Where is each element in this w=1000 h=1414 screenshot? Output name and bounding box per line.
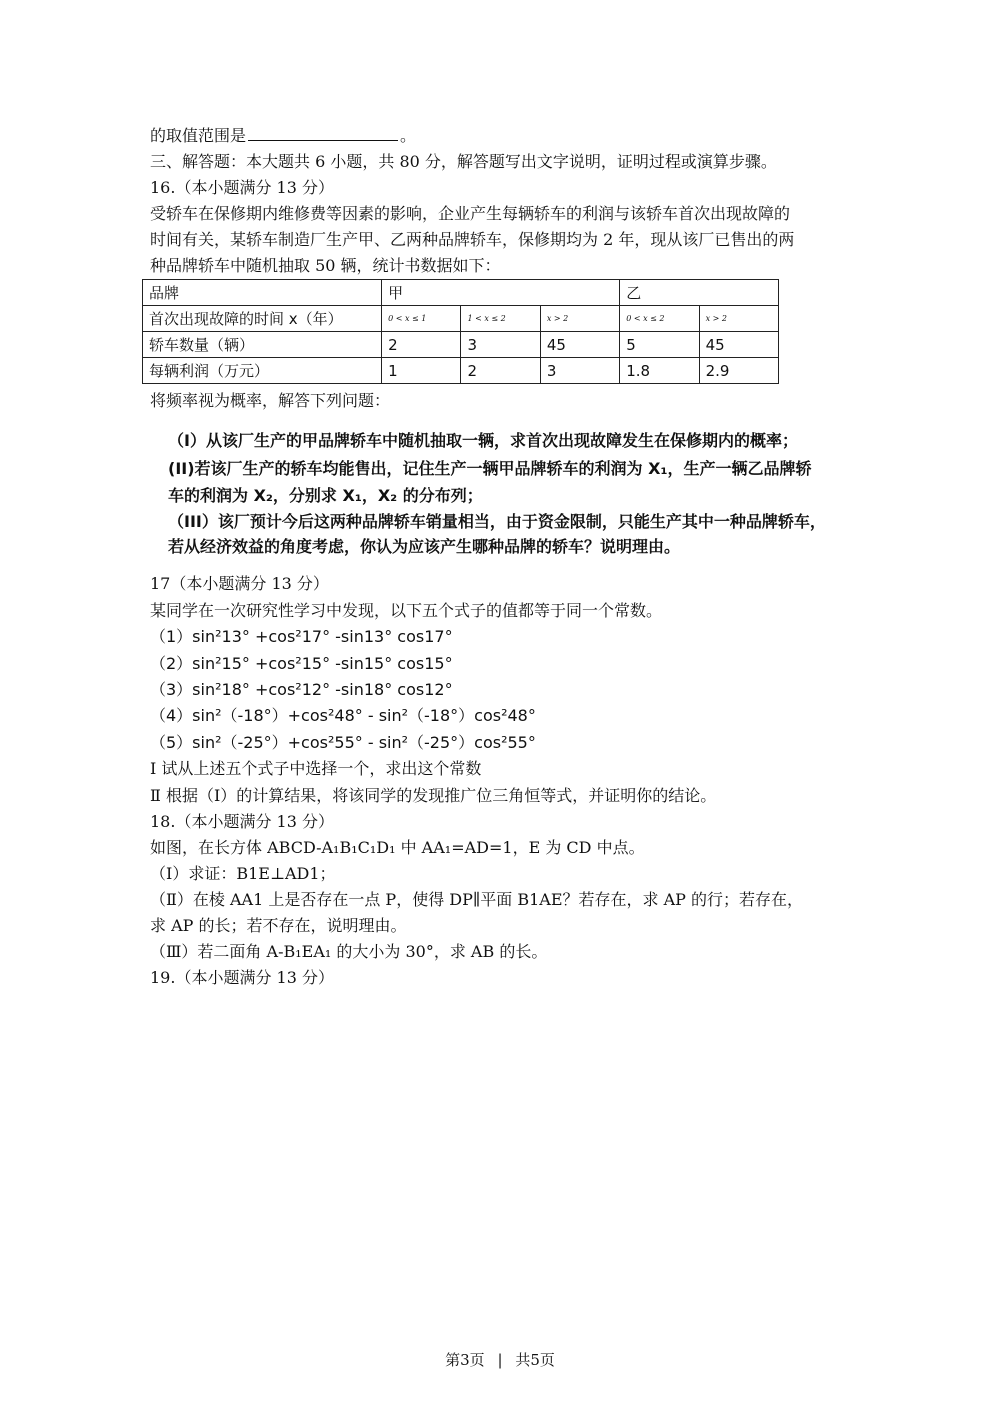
q18-part-3: （Ⅲ）若二面角 A-B₁EA₁ 的大小为 30°，求 AB 的长。 [150,942,548,961]
table-cell: 首次出现故障的时间 x（年） [143,306,382,332]
range-question-end: 。 [400,126,417,145]
q17-question-1: Ⅰ 试从上述五个式子中选择一个，求出这个常数 [150,759,482,778]
q18-title: 18.（本小题满分 13 分） [150,812,334,831]
table-cell: 品牌 [143,280,382,306]
q16-title: 16.（本小题满分 13 分） [150,178,334,197]
q18-intro: 如图，在长方体 ABCD-A₁B₁C₁D₁ 中 AA₁=AD=1，E 为 CD 中点。 [150,838,645,857]
table-cell: 1.8 [620,358,699,384]
q18-part-2b: 求 AP 的长；若不存在，说明理由。 [150,916,407,935]
table-cell: 甲 [382,280,620,306]
footer-separator: | [497,1351,503,1369]
table-cell: 3 [461,332,540,358]
q16-para-3: 种品牌轿车中随机抽取 50 辆，统计书数据如下： [150,256,501,275]
page-footer [0,1349,1000,1370]
table-cell: 5 [620,332,699,358]
q17-title: 17（本小题满分 13 分） [150,574,329,593]
table-row [143,358,779,384]
q17-item-3: （3）sin²18° +cos²12° -sin18° cos12° [150,680,453,699]
range-question-tail [150,124,416,147]
q16-part-1: （I）从该厂生产的甲品牌轿车中随机抽取一辆，求首次出现故障发生在保修期内的概率； [168,431,798,450]
answer-blank [248,124,398,141]
q17-question-2: Ⅱ 根据（Ⅰ）的计算结果，将该同学的发现推广位三角恒等式，并证明你的结论。 [150,786,717,805]
table-cell: 0 < x ≤ 1 [382,306,461,332]
table-cell: 2.9 [699,358,778,384]
table-cell: 1 < x ≤ 2 [461,306,540,332]
page-total: 共5页 [515,1351,555,1369]
q16-after-table: 将频率视为概率，解答下列问题： [150,391,391,410]
q17-item-5: （5）sin²（-25°）+cos²55° - sin²（-25°）cos²55° [150,733,536,752]
table-cell: 45 [540,332,619,358]
table-cell: 每辆利润（万元） [143,358,382,384]
table-cell: 3 [540,358,619,384]
q16-part-3a: （III）该厂预计今后这两种品牌轿车销量相当，由于资金限制，只能生产其中一种品牌轿车， [168,512,826,531]
q18-part-1: （Ⅰ）求证：B1E⊥AD1； [150,864,336,883]
table-row [143,332,779,358]
table-cell: 2 [461,358,540,384]
q16-part-3b: 若从经济效益的角度考虑，你认为应该产生哪种品牌的轿车？说明理由。 [168,537,681,556]
q17-item-4: （4）sin²（-18°）+cos²48° - sin²（-18°）cos²48° [150,706,536,725]
table-cell: 45 [699,332,778,358]
table-cell: 乙 [620,280,779,306]
q16-part-2a: (II)若该厂生产的轿车均能售出，记住生产一辆甲品牌轿车的利润为 X₁，生产一辆乙品牌轿 [168,459,812,478]
q16-para-1: 受轿车在保修期内维修费等因素的影响，企业产生每辆轿车的利润与该轿车首次出现故障的 [150,204,791,223]
table-cell: 轿车数量（辆） [143,332,382,358]
q16-para-2: 时间有关，某轿车制造厂生产甲、乙两种品牌轿车，保修期均为 2 年，现从该厂已售出的两 [150,230,795,249]
table-cell: x > 2 [540,306,619,332]
table-cell: 2 [382,332,461,358]
table-row [143,306,779,332]
q18-part-2a: （Ⅱ）在棱 AA1 上是否存在一点 P，使得 DP∥平面 B1AE？若存在，求 AP 的行；若存在， [150,890,804,909]
range-question-text: 的取值范围是 [150,126,247,145]
q17-intro: 某同学在一次研究性学习中发现，以下五个式子的值都等于同一个常数。 [150,601,663,620]
q19-title: 19.（本小题满分 13 分） [150,968,334,987]
table-cell: x > 2 [699,306,778,332]
table-row [143,280,779,306]
q16-part-2b: 车的利润为 X₂，分别求 X₁，X₂ 的分布列； [168,486,483,505]
table-cell: 0 < x ≤ 2 [620,306,699,332]
table-cell: 1 [382,358,461,384]
q17-item-2: （2）sin²15° +cos²15° -sin15° cos15° [150,654,453,673]
page-number: 第3页 [445,1351,485,1369]
car-stats-table [142,279,779,384]
q17-item-1: （1）sin²13° +cos²17° -sin13° cos17° [150,627,453,646]
section-3-heading: 三、解答题：本大题共 6 小题，共 80 分，解答题写出文字说明，证明过程或演算步骤。 [150,152,777,171]
